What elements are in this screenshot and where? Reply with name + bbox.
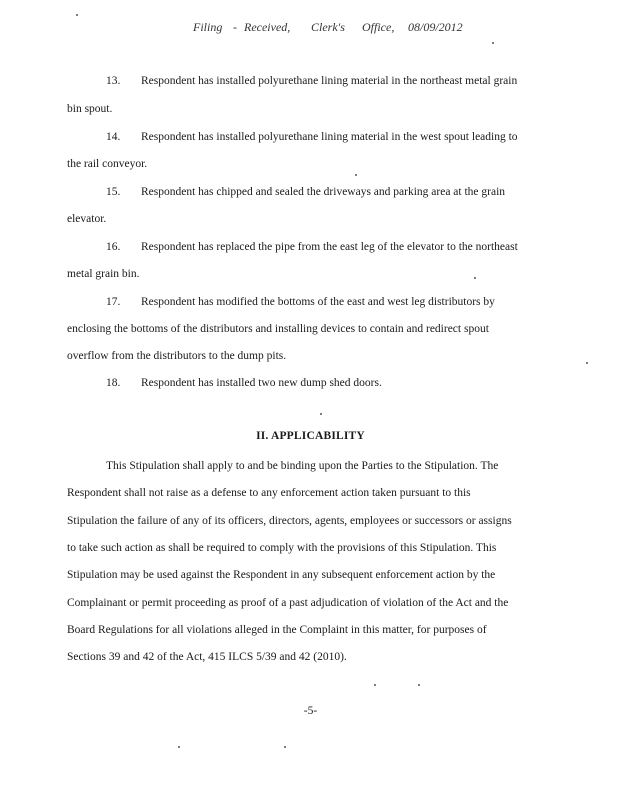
item-15-line-2: elevator. xyxy=(67,213,107,225)
section-heading-applicability: II. APPLICABILITY xyxy=(256,430,365,442)
item-16-line-1: Respondent has replaced the pipe from the east leg of the elevator to the northeast xyxy=(141,241,518,253)
item-13-line-1: Respondent has installed polyurethane lining material in the northeast metal grain xyxy=(141,75,518,87)
scan-speck xyxy=(374,684,376,686)
applicability-line-7: Board Regulations for all violations alleged in the Complaint in this matter, for purposes of xyxy=(67,624,487,636)
scan-speck xyxy=(492,42,494,44)
header-received: Received, xyxy=(244,20,291,34)
header-office: Office, xyxy=(362,20,395,34)
scan-speck xyxy=(320,413,322,415)
applicability-line-8: Sections 39 and 42 of the Act, 415 ILCS 5/39 and 42 (2010). xyxy=(67,651,347,663)
item-17-line-1: Respondent has modified the bottoms of the east and west leg distributors by xyxy=(141,296,495,308)
item-15-line-1: Respondent has chipped and sealed the driveways and parking area at the grain xyxy=(141,186,506,198)
applicability-line-6: Complainant or permit proceeding as proof of a past adjudication of violation of the Act and the xyxy=(67,597,509,609)
page-number: -5- xyxy=(303,705,318,717)
item-18-line-1: Respondent has installed two new dump shed doors. xyxy=(141,377,382,389)
applicability-line-3: Stipulation the failure of any of its officers, directors, agents, employees or successors or assigns xyxy=(67,515,512,527)
item-13-number: 13. xyxy=(106,75,121,87)
item-13-line-2: bin spout. xyxy=(67,103,113,115)
applicability-line-1: This Stipulation shall apply to and be binding upon the Parties to the Stipulation. The xyxy=(106,460,499,472)
header-date: 08/09/2012 xyxy=(408,20,463,34)
item-17-line-2: enclosing the bottoms of the distributors and installing devices to contain and redirect spout xyxy=(67,323,489,335)
applicability-line-2: Respondent shall not raise as a defense to any enforcement action taken pursuant to this xyxy=(67,487,471,499)
item-14-line-2: the rail conveyor. xyxy=(67,158,148,170)
item-14-number: 14. xyxy=(106,131,121,143)
item-16-line-2: metal grain bin. xyxy=(67,268,140,280)
scan-speck xyxy=(284,746,286,748)
item-15-number: 15. xyxy=(106,186,121,198)
filing-stamp-header xyxy=(0,16,621,40)
item-16-number: 16. xyxy=(106,241,121,253)
item-18-number: 18. xyxy=(106,377,121,389)
item-17-number: 17. xyxy=(106,296,121,308)
header-filing: Filing xyxy=(193,20,223,34)
applicability-line-4: to take such action as shall be required to comply with the provisions of this Stipulation. This xyxy=(67,542,497,554)
scan-speck xyxy=(586,362,588,364)
scan-speck xyxy=(355,174,357,176)
item-17-line-3: overflow from the distributors to the dump pits. xyxy=(67,350,287,362)
scan-speck xyxy=(474,277,476,279)
scan-speck xyxy=(76,14,78,16)
scan-speck xyxy=(178,746,180,748)
applicability-line-5: Stipulation may be used against the Respondent in any subsequent enforcement action by the xyxy=(67,569,496,581)
item-14-line-1: Respondent has installed polyurethane lining material in the west spout leading to xyxy=(141,131,518,143)
scan-speck xyxy=(418,684,420,686)
header-dash: - xyxy=(233,20,237,34)
header-clerks: Clerk's xyxy=(311,20,345,34)
